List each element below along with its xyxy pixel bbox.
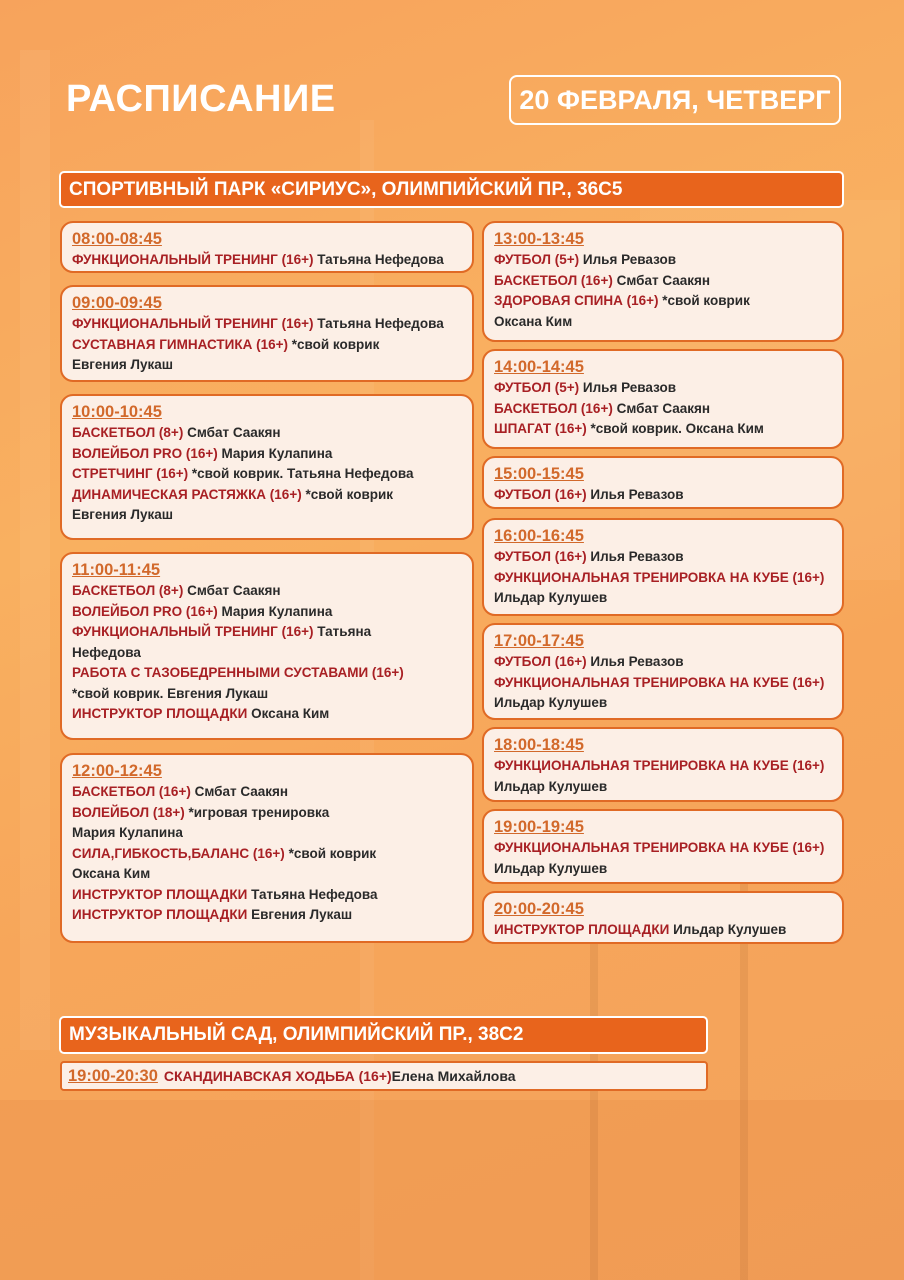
schedule-block	[60, 285, 474, 382]
activity-name: СИЛА,ГИБКОСТЬ,БАЛАНС (16+)	[72, 845, 285, 861]
time-label: 15:00-15:45	[494, 465, 584, 483]
activity-line	[72, 581, 462, 602]
activity-line	[494, 250, 832, 271]
activity-line	[494, 673, 832, 694]
activity-line	[72, 643, 462, 664]
activity-line	[494, 588, 832, 609]
instructor-name: *свой коврик. Оксана Ким	[586, 421, 764, 436]
activity-line	[72, 464, 462, 485]
instructor-name: *свой коврик	[288, 336, 380, 352]
activity-name: СТРЕТЧИНГ (16+)	[72, 466, 189, 481]
time-label: 19:00-19:45	[494, 818, 584, 836]
instructor-name: Оксана Ким	[72, 866, 151, 881]
activity-label: СКАНДИНАВСКАЯ ХОДЬБА (16+)	[163, 1068, 392, 1084]
instructor-name: Мария Кулапина	[217, 445, 333, 461]
page-title: РАСПИСАНИЕ	[66, 78, 336, 120]
activity-name: ФУНКЦИОНАЛЬНАЯ ТРЕНИРОВКА НА КУБЕ (16+)	[494, 569, 825, 585]
activity-name: ФУТБОЛ (5+)	[494, 380, 580, 395]
time-label: 08:00-08:45	[72, 230, 162, 248]
instructor-name: Илья Ревазов	[586, 654, 684, 669]
instructor-name: Ильдар Кулушев	[494, 860, 608, 876]
time-label: 16:00-16:45	[494, 527, 584, 545]
instructor-name: Илья Ревазов	[579, 252, 676, 267]
instructor-name: Евгения Лукаш	[247, 907, 353, 922]
activity-name: БАСКЕТБОЛ (8+)	[72, 583, 184, 598]
instructor-name: Мария Кулапина	[72, 825, 183, 840]
instructor-name: Оксана Ким	[494, 313, 573, 329]
time-label: 14:00-14:45	[494, 358, 584, 376]
activity-line	[494, 271, 832, 292]
activity-line	[72, 485, 462, 506]
instructor-name: *свой коврик	[301, 486, 394, 502]
activity-name: ФУТБОЛ (16+)	[494, 487, 587, 502]
schedule-block	[482, 891, 844, 944]
schedule-block	[60, 394, 474, 540]
time-label: 19:00-20:30	[68, 1066, 158, 1085]
activity-line	[72, 335, 462, 356]
schedule-block	[60, 221, 474, 273]
time-label: 12:00-12:45	[72, 762, 162, 780]
time-label: 11:00-11:45	[72, 561, 161, 579]
activity-name: ШПАГАТ (16+)	[494, 421, 587, 436]
activity-name: ДИНАМИЧЕСКАЯ РАСТЯЖКА (16+)	[72, 486, 302, 502]
time-label: 20:00-20:45	[494, 900, 584, 918]
activity-line	[72, 250, 462, 271]
time-label: 10:00-10:45	[72, 403, 162, 421]
time-label: 17:00-17:45	[494, 632, 584, 650]
activity-name: ФУТБОЛ (16+)	[494, 549, 587, 564]
activity-line	[72, 864, 462, 885]
activity-line	[72, 602, 462, 623]
schedule-block	[482, 623, 844, 720]
activity-name: ФУНКЦИОНАЛЬНАЯ ТРЕНИРОВКА НА КУБЕ (16+)	[494, 674, 825, 690]
instructor-name: Мария Кулапина	[217, 603, 333, 619]
activity-line	[72, 782, 462, 803]
activity-line	[494, 777, 832, 798]
activity-line	[494, 838, 832, 859]
activity-name: РАБОТА С ТАЗОБЕДРЕННЫМИ СУСТАВАМИ (16+)	[72, 665, 404, 680]
instructor-label: Елена Михайлова	[391, 1068, 516, 1084]
instructor-name: *свой коврик. Евгения Лукаш	[72, 685, 269, 701]
activity-line	[72, 505, 462, 526]
activity-name: ФУНКЦИОНАЛЬНЫЙ ТРЕНИНГ (16+)	[72, 624, 314, 639]
activity-name: ИНСТРУКТОР ПЛОЩАДКИ	[494, 922, 670, 937]
activity-line	[72, 444, 462, 465]
activity-line	[72, 905, 462, 926]
activity-line	[494, 312, 832, 333]
instructor-name: Илья Ревазов	[579, 380, 676, 395]
instructor-name: Илья Ревазов	[586, 487, 684, 502]
activity-name: ФУТБОЛ (16+)	[494, 654, 587, 669]
activity-name: ФУНКЦИОНАЛЬНАЯ ТРЕНИРОВКА НА КУБЕ (16+)	[494, 840, 825, 855]
activity-name: БАСКЕТБОЛ (16+)	[494, 400, 613, 416]
activity-name: ВОЛЕЙБОЛ PRO (16+)	[72, 445, 218, 461]
activity-name: БАСКЕТБОЛ (8+)	[72, 425, 184, 440]
activity-name: ИНСТРУКТОР ПЛОЩАДКИ	[72, 886, 248, 902]
schedule-block	[482, 349, 844, 449]
activity-line	[72, 684, 462, 705]
activity-line	[494, 693, 832, 714]
activity-name: ЗДОРОВАЯ СПИНА (16+)	[494, 293, 659, 308]
activity-line	[494, 485, 832, 506]
activity-name: ИНСТРУКТОР ПЛОЩАДКИ	[72, 907, 248, 922]
instructor-name: Смбат Саакян	[183, 583, 281, 598]
schedule-block	[482, 518, 844, 616]
instructor-name: *свой коврик	[284, 845, 377, 861]
instructor-name: Оксана Ким	[247, 706, 330, 721]
instructor-name: Нефедова	[72, 644, 141, 660]
activity-name: ВОЛЕЙБОЛ (18+)	[72, 804, 185, 820]
instructor-name: Ильдар Кулушев	[669, 922, 787, 937]
schedule-row-music-garden	[60, 1061, 708, 1091]
instructor-name: Смбат Саакян	[183, 425, 281, 440]
instructor-name: Евгения Лукаш	[72, 507, 174, 522]
instructor-name: *игровая тренировка	[184, 804, 330, 820]
instructor-name: Ильдар Кулушев	[494, 778, 608, 794]
instructor-name: Татьяна	[313, 624, 372, 639]
activity-name: БАСКЕТБОЛ (16+)	[494, 272, 613, 288]
activity-name: ФУНКЦИОНАЛЬНЫЙ ТРЕНИНГ (16+)	[72, 316, 314, 331]
activity-line	[494, 568, 832, 589]
activity-name: ФУНКЦИОНАЛЬНАЯ ТРЕНИРОВКА НА КУБЕ (16+)	[494, 758, 825, 773]
activity-line	[72, 823, 462, 844]
activity-line	[494, 291, 832, 312]
activity-line	[72, 355, 462, 376]
activity-line	[494, 399, 832, 420]
activity-line	[494, 419, 832, 440]
activity-line	[494, 378, 832, 399]
activity-name: СУСТАВНАЯ ГИМНАСТИКА (16+)	[72, 336, 288, 352]
venue-header-sirius: СПОРТИВНЫЙ ПАРК «СИРИУС», ОЛИМПИЙСКИЙ ПР., 36С5	[59, 171, 844, 208]
activity-line	[494, 756, 832, 777]
instructor-name: Смбат Саакян	[190, 784, 289, 799]
instructor-name: Илья Ревазов	[586, 549, 684, 564]
activity-line	[72, 704, 462, 725]
date-badge: 20 ФЕВРАЛЯ, ЧЕТВЕРГ	[509, 75, 841, 125]
schedule-block	[482, 809, 844, 884]
schedule-block	[482, 221, 844, 342]
instructor-name: Татьяна Нефедова	[247, 886, 378, 902]
activity-name: ФУТБОЛ (5+)	[494, 252, 580, 267]
instructor-name: Смбат Саакян	[612, 272, 711, 288]
instructor-name: *свой коврик	[658, 293, 750, 308]
activity-line	[72, 885, 462, 906]
activity-line	[72, 844, 462, 865]
activity-line	[72, 663, 462, 684]
activity-line	[494, 652, 832, 673]
activity-line	[72, 803, 462, 824]
time-label: 13:00-13:45	[494, 230, 584, 248]
activity-line	[494, 920, 832, 941]
activity-name: БАСКЕТБОЛ (16+)	[72, 784, 191, 799]
activity-line	[494, 547, 832, 568]
schedule-block	[482, 456, 844, 509]
instructor-name: Татьяна Нефедова	[313, 316, 444, 331]
schedule-block	[482, 727, 844, 802]
activity-name: ВОЛЕЙБОЛ PRO (16+)	[72, 603, 218, 619]
activity-line	[72, 314, 462, 335]
activity-name: ИНСТРУКТОР ПЛОЩАДКИ	[72, 706, 248, 721]
activity-line	[72, 622, 462, 643]
schedule-block	[60, 753, 474, 943]
activity-name: ФУНКЦИОНАЛЬНЫЙ ТРЕНИНГ (16+)	[72, 252, 314, 267]
time-label: 18:00-18:45	[494, 736, 584, 754]
activity-line	[494, 859, 832, 880]
activity-line	[72, 423, 462, 444]
instructor-name: Смбат Саакян	[612, 400, 711, 416]
instructor-name: *свой коврик. Татьяна Нефедова	[188, 466, 414, 481]
time-label: 09:00-09:45	[72, 294, 162, 312]
instructor-name: Татьяна Нефедова	[313, 252, 444, 267]
instructor-name: Ильдар Кулушев	[494, 590, 608, 605]
instructor-name: Ильдар Кулушев	[494, 695, 608, 710]
schedule-block	[60, 552, 474, 740]
instructor-name: Евгения Лукаш	[72, 357, 174, 372]
venue-header-music-garden: МУЗЫКАЛЬНЫЙ САД, ОЛИМПИЙСКИЙ ПР., 38С2	[59, 1016, 708, 1054]
